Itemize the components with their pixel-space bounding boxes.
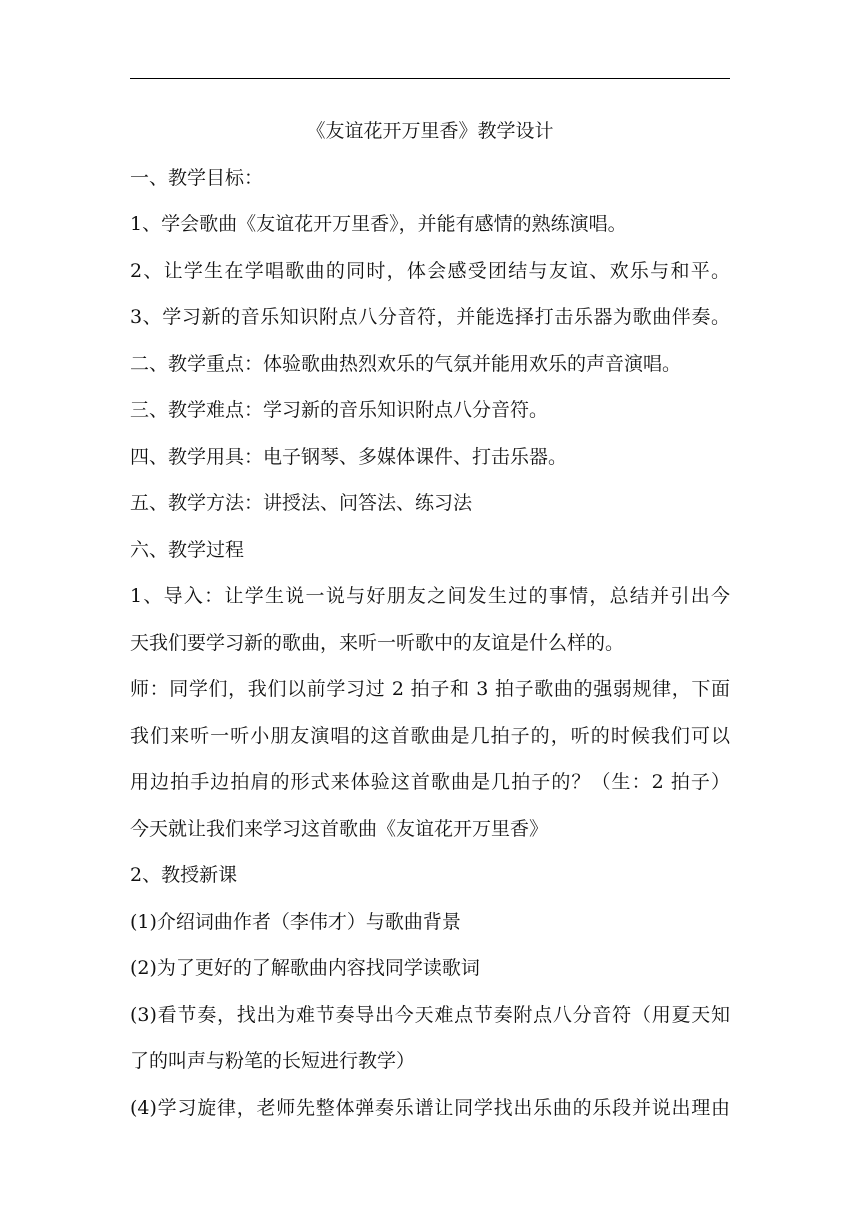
- list-item: (2)为了更好的了解歌曲内容找同学读歌词: [130, 957, 480, 979]
- objective-3: 3、学习新的音乐知识附点八分音符，并能选择打击乐器为歌曲伴奏。: [130, 306, 730, 328]
- paragraph-line: 我们来听一听小朋友演唱的这首歌曲是几拍子的，听的时候我们可以: [130, 724, 730, 747]
- objective-2: 2、让学生在学唱歌曲的同时，体会感受团结与友谊、欢乐与和平。: [130, 259, 730, 282]
- objective-1: 1、学会歌曲《友谊花开万里香》，并能有感情的熟练演唱。: [130, 213, 627, 235]
- list-item: (1)介绍词曲作者（李伟才）与歌曲背景: [130, 910, 461, 933]
- list-item-continued: 了的叫声与粉笔的长短进行教学）: [130, 1050, 416, 1072]
- paragraph-line: 1、导入：让学生说一说与好朋友之间发生过的事情，总结并引出今: [130, 585, 730, 607]
- section-teaching-methods: 五、教学方法：讲授法、问答法、练习法: [130, 492, 473, 514]
- paragraph-line: 天我们要学习新的歌曲，来听一听歌中的友谊是什么样的。: [130, 631, 625, 654]
- list-item: (4)学习旋律，老师先整体弹奏乐谱让同学找出乐曲的乐段并说出理由: [130, 1096, 730, 1119]
- document-title: 《友谊花开万里香》教学设计: [306, 120, 554, 142]
- section-key-points: 二、教学重点：体验歌曲热烈欢乐的气氛并能用欢乐的声音演唱。: [130, 352, 682, 375]
- paragraph-line: 师：同学们，我们以前学习过 2 拍子和 3 拍子歌曲的强弱规律，下面: [130, 678, 730, 700]
- section-difficulties: 三、教学难点：学习新的音乐知识附点八分音符。: [130, 399, 549, 421]
- section-heading-objectives: 一、教学目标：: [130, 166, 264, 189]
- list-item: (3)看节奏，找出为难节奏导出今天难点节奏附点八分音符（用夏天知: [130, 1003, 730, 1026]
- document-body: [130, 108, 730, 1131]
- section-teaching-tools: 四、教学用具：电子钢琴、多媒体课件、打击乐器。: [130, 445, 568, 468]
- section-heading-process: 六、教学过程: [130, 538, 245, 561]
- header-rule: [130, 78, 730, 79]
- section-heading-new-lesson: 2、教授新课: [130, 864, 238, 886]
- paragraph-line: 今天就让我们来学习这首歌曲《友谊花开万里香》: [130, 817, 549, 840]
- paragraph-line: 用边拍手边拍肩的形式来体验这首歌曲是几拍子的？（生：2 拍子）: [130, 771, 730, 793]
